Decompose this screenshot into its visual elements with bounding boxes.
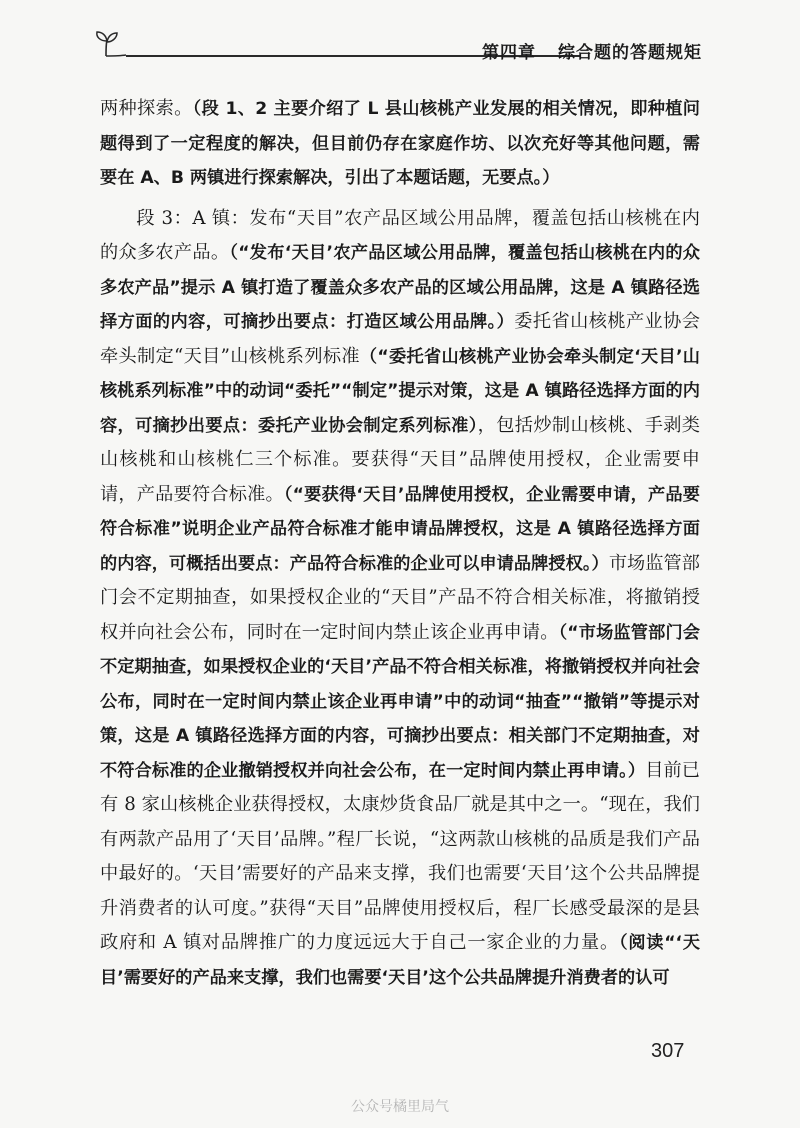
body-text (100, 92, 700, 995)
sprout-icon (92, 28, 126, 58)
page-number: 307 (651, 1040, 685, 1062)
text-run: 段 3：A 镇：发布“天目”农产品区域公用品牌，覆盖包括山核桃在内的众多农产品。 (100, 207, 700, 263)
paragraph (100, 92, 700, 196)
watermark: 公众号橘里局气 (351, 1099, 449, 1115)
text-run: ，包括炒制山核桃、手剥类山核桃和山核桃仁三个标准。要获得“天目”品牌使用授权，企业需要申请，产品要符合标准。 (100, 414, 700, 505)
chapter-label: 第四章 (482, 43, 536, 63)
annotation: （段 1、2 主要介绍了 L 县山核桃产业发展的相关情况，即种植问题得到了一定程度的解决，但目前仍存在家庭作坊、以次充好等其他问题，需要在 A、B 两镇进行探索解决，引出了本题话题，无要点。） (100, 99, 700, 188)
text-run: 市场监管部门会不定期抽查，如果授权企业的“天目”产品不符合相关标准，将撤销授权并向社会公布，同时在一定时间内禁止该企业再申请。 (100, 552, 700, 643)
paragraph (100, 202, 700, 996)
annotation: （“要获得‘天目’品牌使用授权，企业需要申请，产品要符合标准”说明企业产品符合标准才能申请品牌授权，这是 A 镇路径选择方面的内容，可概括出要点：产品符合标准的企业可以申请品牌授权。） (100, 484, 700, 574)
annotation: （阅读“‘天目’需要好的产品来支撑，我们也需要‘天目’这个公共品牌提升消费者的认可 (100, 933, 700, 988)
annotation: （“市场监管部门会不定期抽查，如果授权企业的‘天目’产品不符合相关标准，将撤销授权并向社会公布，同时在一定时间内禁止该企业再申请”中的动词“抽查”“撤销”等提示对策，这是 A 镇路径选择方面的内容，可摘抄出要点：相关部门不定期抽查，对不符合标准的企业撤销授权并向社会公布，在一定时间内禁止再申请。） (100, 622, 700, 781)
header-title (482, 38, 702, 63)
annotation: （“发布‘天目’农产品区域公用品牌，覆盖包括山核桃在内的众多农产品”提示 A 镇打造了覆盖众多农产品的区域公用品牌，这是 A 镇路径选择方面的内容，可摘抄出要点：打造区域公用品牌。） (100, 243, 700, 332)
annotation: （“委托省山核桃产业协会牵头制定‘天目’山核桃系列标准”中的动词“委托”“制定”提示对策，这是 A 镇路径选择方面的内容，可摘抄出要点：委托产业协会制定系列标准） (100, 346, 700, 436)
text-run: 目前已有 8 家山核桃企业获得授权，太康炒货食品厂就是其中之一。“现在，我们有两款产品用了‘天目’品牌。”程厂长说，“这两款山核桃的品质是我们产品中最好的。‘天目’需要好的产品来支撑，我们也需要‘天目’这个公共品牌提升消费者的认可度。”获得“天目”品牌使用授权后，程厂长感受最深的是县政府和 A 镇对品牌推广的力度远远大于自己一家企业的力量。 (100, 759, 700, 953)
text-run: 两种探索。 (100, 98, 193, 119)
running-header (92, 28, 702, 68)
text-run: 委托省山核桃产业协会牵头制定“天目”山核桃系列标准 (100, 311, 700, 367)
chapter-title: 综合题的答题规矩 (558, 43, 702, 63)
